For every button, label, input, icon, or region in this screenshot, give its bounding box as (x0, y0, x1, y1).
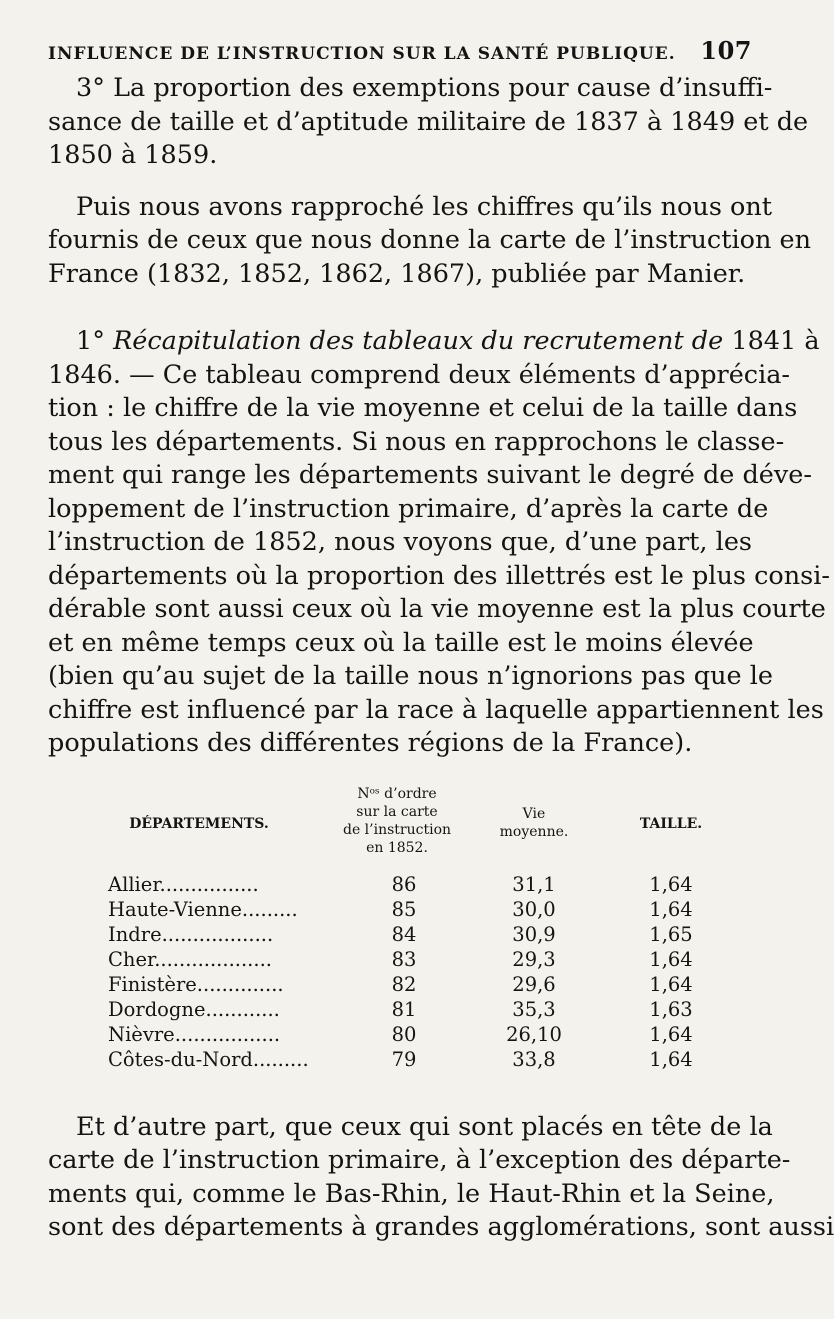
cell-taille: 1,64 (649, 972, 693, 996)
cell-rank: 82 (391, 972, 417, 996)
table-row (48, 923, 752, 948)
text-line: fournis de ceux que nous donne la carte de l’instruction en (48, 225, 811, 255)
text-line: (bien qu’au sujet de la taille nous n’ignorions pas que le (48, 661, 773, 691)
text-line: 3° La proportion des exemptions pour cause d’insuffi- (76, 73, 773, 103)
cell-departement: Cher................... (108, 947, 272, 971)
cell-taille: 1,64 (649, 1022, 693, 1046)
text-line: Et d’autre part, que ceux qui sont placés en tête de la (76, 1111, 773, 1142)
text-line: départements où la proportion des illettrés est le plus consi- (48, 560, 830, 591)
section-heading-years: 1841 à (731, 326, 820, 356)
text-line: l’instruction de 1852, nous voyons que, d’une part, les (48, 527, 752, 557)
text-line: ment qui range les départements suivant le degré de déve- (48, 460, 813, 490)
paragraph-recapitulation (48, 325, 830, 761)
cell-departement: Dordogne............ (108, 997, 280, 1021)
text-line: sont des départements à grandes agglomérations, sont aussi (48, 1212, 834, 1242)
book-page (48, 36, 834, 1245)
running-header (48, 36, 752, 72)
cell-vie: 29,6 (512, 972, 556, 996)
column-header-rank (332, 785, 462, 857)
cell-departement: Côtes-du-Nord......... (108, 1047, 309, 1071)
section-number: 1° (76, 326, 105, 356)
header-line: sur la carte (356, 803, 438, 820)
recruitment-table (48, 785, 752, 1075)
text-line: Puis nous avons rapproché les chiffres qu’ils nous ont (76, 191, 773, 222)
table-row (48, 1048, 752, 1073)
cell-taille: 1,63 (649, 997, 693, 1021)
paragraph-carte-instruction (48, 191, 811, 292)
cell-departement: Indre.................. (108, 922, 274, 946)
text-line: France (1832, 1852, 1862, 1867), publiée par Manier. (48, 258, 746, 289)
cell-rank: 85 (391, 897, 417, 921)
text-line: 1846. — Ce tableau comprend deux éléments d’apprécia- (48, 359, 791, 390)
cell-departement: Nièvre................. (108, 1022, 281, 1046)
text-line: 1850 à 1859. (48, 140, 218, 170)
text-line: carte de l’instruction primaire, à l’exception des départe- (48, 1145, 791, 1175)
table-row (48, 998, 752, 1023)
paragraph-exemptions (48, 72, 809, 173)
cell-rank: 79 (391, 1047, 417, 1071)
header-line: en 1852. (366, 839, 428, 856)
cell-vie: 26,10 (506, 1022, 562, 1046)
text-line: populations des différentes régions de la France). (48, 728, 693, 758)
cell-rank: 84 (391, 922, 417, 946)
cell-vie: 30,0 (512, 897, 556, 921)
cell-vie: 35,3 (512, 997, 556, 1021)
cell-taille: 1,64 (649, 947, 693, 971)
text-line: et en même temps ceux où la taille est le moins élevée (48, 627, 754, 658)
cell-rank: 81 (391, 997, 417, 1021)
section-heading-italic: Récapitulation des tableaux du recrutement de (113, 326, 724, 356)
page-number: 107 (700, 36, 752, 65)
section-heading-line (48, 325, 820, 359)
text-line: tion : le chiffre de la vie moyenne et celui de la taille dans (48, 393, 798, 423)
cell-taille: 1,64 (649, 897, 693, 921)
cell-vie: 33,8 (512, 1047, 556, 1071)
cell-departement: Allier................ (108, 872, 259, 896)
running-title: INFLUENCE DE L’INSTRUCTION SUR LA SANTÉ PUBLIQUE. (48, 44, 676, 64)
cell-rank: 80 (391, 1022, 417, 1046)
cell-vie: 30,9 (512, 922, 556, 946)
column-header-vie (494, 805, 574, 841)
cell-departement: Haute-Vienne......... (108, 897, 298, 921)
column-header-departements: DÉPARTEMENTS. (129, 815, 269, 832)
text-line: tous les départements. Si nous en rapprochons le classe- (48, 426, 785, 457)
header-line: Vie (522, 805, 546, 822)
header-line: Nᵒˢ d’ordre (357, 785, 437, 802)
table-row (48, 973, 752, 998)
cell-vie: 31,1 (512, 872, 556, 896)
cell-rank: 86 (391, 872, 417, 896)
cell-taille: 1,65 (649, 922, 693, 946)
table-row (48, 873, 752, 898)
paragraph-autre-part (48, 1111, 834, 1245)
header-line: de l’instruction (342, 821, 452, 838)
text-line: loppement de l’instruction primaire, d’après la carte de (48, 493, 769, 524)
table-row (48, 948, 752, 973)
cell-rank: 83 (391, 947, 417, 971)
cell-vie: 29,3 (512, 947, 556, 971)
column-header-taille: TAILLE. (639, 815, 703, 832)
cell-departement: Finistère.............. (108, 972, 284, 996)
header-line: moyenne. (499, 823, 569, 840)
text-line: sance de taille et d’aptitude militaire de 1837 à 1849 et de (48, 106, 809, 137)
text-line: dérable sont aussi ceux où la vie moyenne est la plus courte (48, 594, 826, 624)
text-line: ments qui, comme le Bas-Rhin, le Haut-Rhin et la Seine, (48, 1178, 775, 1209)
table-row (48, 1023, 752, 1048)
cell-taille: 1,64 (649, 1047, 693, 1071)
table-row (48, 898, 752, 923)
text-line: chiffre est influencé par la race à laquelle appartiennent les (48, 694, 824, 725)
cell-taille: 1,64 (649, 872, 693, 896)
